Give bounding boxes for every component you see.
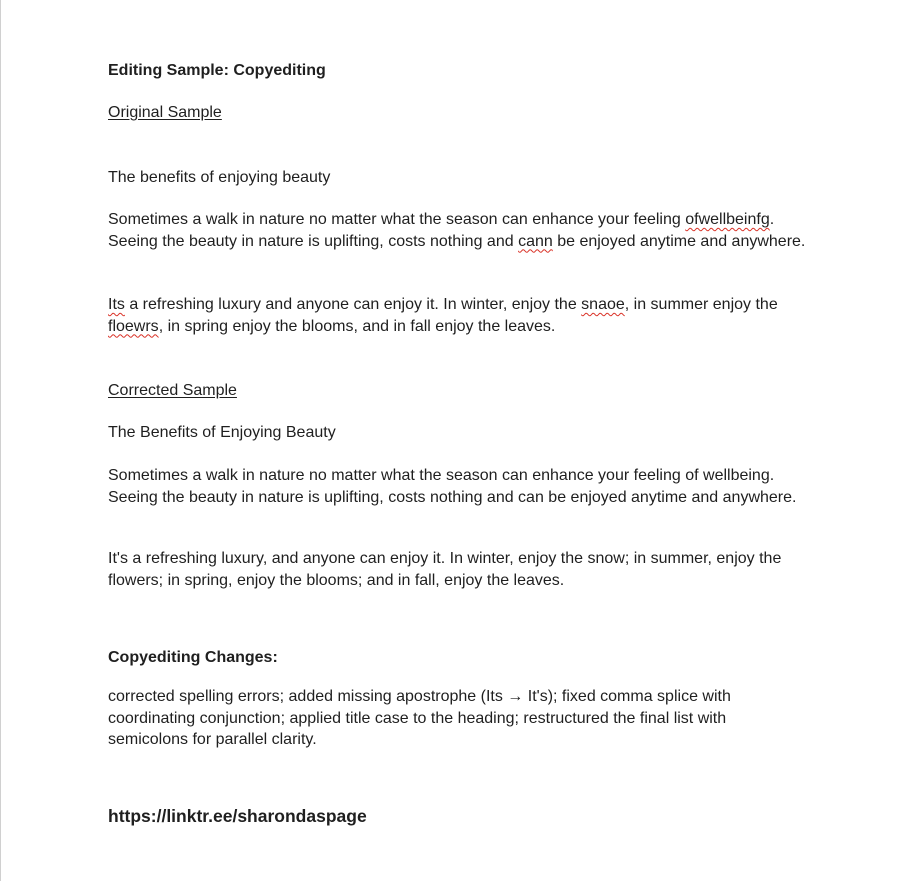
misspelled-word[interactable]: cann [518,232,553,250]
misspelled-word[interactable]: floewrs [108,317,159,335]
text-run: , in spring enjoy the blooms, and in fall enjoy the leaves. [158,317,556,335]
text-run: , in summer enjoy the [624,296,778,313]
misspelled-word[interactable]: ofwellbeinfg [685,211,770,228]
text-run: Sometimes a walk in nature no matter what the season can enhance your feeling [108,211,686,228]
misspelled-word[interactable]: Its [108,296,125,313]
text-run: be enjoyed anytime and anywhere. [552,232,806,250]
misspelled-word[interactable]: snaoe [581,296,625,313]
text-run: . Seeing the beauty in nature is uplifting, costs nothing and [108,211,775,250]
copyediting-changes-heading: Copyediting Changes: [108,649,278,666]
original-paragraph-2 [108,294,808,337]
linktree-link[interactable]: https://linktr.ee/sharondaspage [108,806,367,826]
corrected-paragraph-1: Sometimes a walk in nature no matter what the season can enhance your feeling of wellbeing. Seeing the beauty in nature is uplifting, costs nothing and can be enjoyed anytime and anywhere. [108,467,797,506]
original-paragraph-1 [108,209,808,252]
corrected-paragraph-2: It's a refreshing luxury, and anyone can enjoy it. In winter, enjoy the snow; in summer, enjoy the flowers; in spring, enjoy the blooms; and in fall, enjoy the leaves. [108,550,782,589]
corrected-sample-title: The Benefits of Enjoying Beauty [108,424,336,441]
corrected-sample-heading: Corrected Sample [108,382,237,399]
page-edge [0,0,1,881]
text-run: a refreshing luxury and anyone can enjoy it. In winter, enjoy the [124,296,582,313]
document-title: Editing Sample: Copyediting [108,62,326,79]
copyediting-changes-text: corrected spelling errors; added missing apostrophe (Its → It's); fixed comma splice with coordinating conjunction; applied title case to the heading; restructured the final list with semicolons for parallel clarity. [108,688,731,748]
original-sample-title: The benefits of enjoying beauty [108,169,331,186]
original-sample-heading: Original Sample [108,104,222,121]
